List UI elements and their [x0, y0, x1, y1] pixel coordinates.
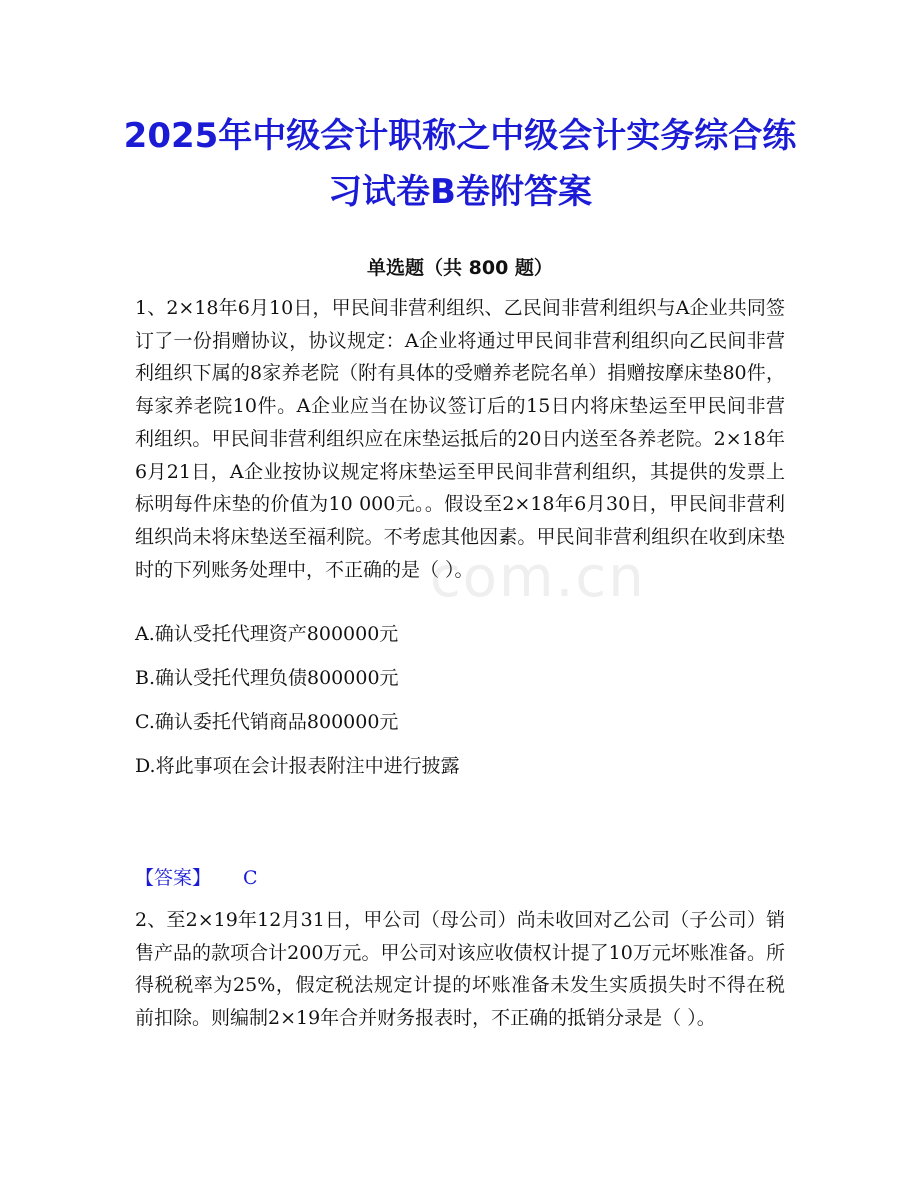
section-header: 单选题（共 800 题） [367, 257, 553, 279]
question-1-option-d: D.将此事项在会计报表附注中进行披露 [135, 755, 460, 777]
document-title: 2025年中级会计职称之中级会计实务综合练习试卷B卷附答案 [123, 116, 797, 212]
question-1-option-b: B.确认受托代理负债800000元 [135, 667, 399, 689]
question-2-text: 2、至2×19年12月31日，甲公司（母公司）尚未收回对乙公司（子公司）销售产品的款项合计200万元。甲公司对该应收债权计提了10万元坏账准备。所得税税率为25%，假定税法规定计提的坏账准备未发生实质损失时不得在税前扣除。则编制2×19年合并财务报表时，不正确的抵销分录是（ ）。 [135, 909, 785, 1030]
question-1-option-c: C.确认委托代销商品800000元 [135, 711, 399, 733]
question-1-option-a: A.确认受托代理资产800000元 [135, 623, 399, 645]
watermark: com.cn [430, 545, 646, 610]
answer-value: C [243, 867, 258, 889]
question-1-text: 1、2×18年6月10日，甲民间非营利组织、乙民间非营利组织与A企业共同签订了一份捐赠协议，协议规定：A企业将通过甲民间非营利组织向乙民间非营利组织下属的8家养老院（附有具体的受赠养老院名单）捐赠按摩床垫80件，每家养老院10件。A企业应当在协议签订后的15日内将床垫运至甲民间非营利组织。甲民间非营利组织应在床垫运抵后的20日内送至各养老院。2×18年6月21日，A企业按协议规定将床垫运至甲民间非营利组织，其提供的发票上标明每件床垫的价值为10 000元。。假设至2×18年6月30日，甲民间非营利组织尚未将床垫送至福利院。不考虑其他因素。甲民间非营利组织在收到床垫时的下列账务处理中，不正确的是（ ）。 [135, 297, 785, 581]
question-1-answer [135, 864, 258, 892]
answer-label: 【答案】 [135, 867, 212, 889]
